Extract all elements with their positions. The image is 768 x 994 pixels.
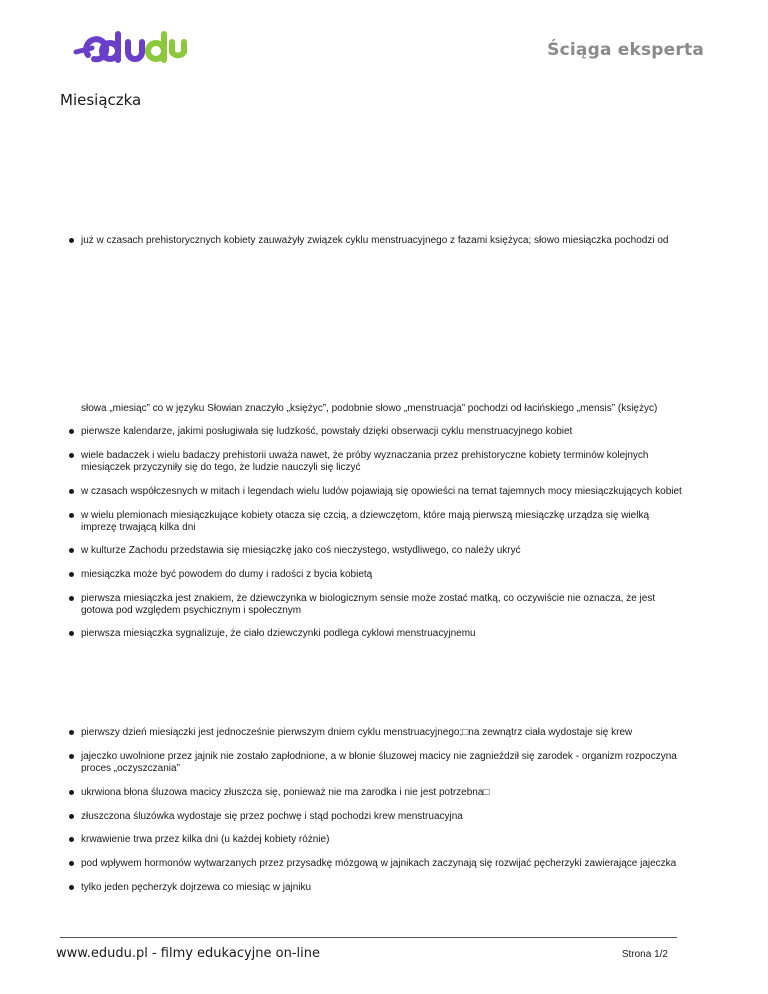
list-item: złuszczona śluzówka wydostaje się przez pochwę i stąd pochodzi krew menstruacyjna [81, 811, 681, 823]
list-item: jajeczko uwolnione przez jajnik nie zostało zapłodnione, a w błonie śluzowej macicy nie zagnieździł się zarodek - organizm rozpoczyna proces „oczyszczania” [81, 751, 706, 775]
list-item: ukrwiona błona śluzowa macicy złuszcza się, ponieważ nie ma zarodka i nie jest potrzebna□ [81, 787, 681, 799]
list-item: pierwsza miesiączka jest znakiem, że dziewczynka w biologicznym sensie może zostać matką, co oczywiście nie oznacza, że jest gotowa pod względem psychicznym i społecznym [81, 593, 671, 617]
tagline: Ściąga eksperta [547, 40, 704, 60]
page-title: Miesiączka [60, 91, 142, 109]
list-item: w kulturze Zachodu przedstawia się miesiączkę jako coś nieczystego, wstydliwego, co należy ukryć [81, 545, 681, 557]
footer-divider [60, 937, 677, 938]
edudu-logo-image [72, 26, 188, 70]
list-item: krwawienie trwa przez kilka dni (u każdej kobiety różnie) [81, 834, 681, 846]
footer-site-link[interactable]: www.edudu.pl - filmy edukacyjne on-line [56, 946, 320, 961]
list-item: w wielu plemionach miesiączkujące kobiety otacza się czcią, a dziewczętom, które mają pierwszą miesiączkę urządza się wielką imprezę trwającą kilka dni [81, 510, 656, 534]
list-item: już w czasach prehistorycznych kobiety zauważyły związek cyklu menstruacyjnego z fazami księżyca; słowo miesiączka pochodzi od [81, 235, 721, 247]
list-item: pierwsze kalendarze, jakimi posługiwała się ludzkość, powstały dzięki obserwacji cyklu menstruacyjnego kobiet [81, 426, 681, 438]
edudu-logo[interactable] [72, 26, 188, 70]
list-item: pierwsza miesiączka sygnalizuje, że ciało dziewczynki podlega cyklowi menstruacyjnemu [81, 628, 681, 640]
page-number: Strona 1/2 [621, 949, 668, 960]
list-item: pierwszy dzień miesiączki jest jednocześnie pierwszym dniem cyklu menstruacyjnego;□na zewnątrz ciała wydostaje się krew [81, 727, 701, 739]
list-item-continuation: słowa „miesiąc” co w języku Słowian znaczyło „księżyc”, podobnie słowo „menstruacja” pochodzi od łacińskiego „mensis” (księżyc) [81, 403, 658, 414]
list-item: pod wpływem hormonów wytwarzanych przez przysadkę mózgową w jajnikach zaczynają się rozwijać pęcherzyki zawierające jajeczka [81, 858, 691, 870]
list-item: miesiączka może być powodem do dumy i radości z bycia kobietą [81, 569, 681, 581]
list-item: w czasach współczesnych w mitach i legendach wielu ludów pojawiają się opowieści na temat tajemnych mocy miesiączkujących kobiet [81, 486, 691, 498]
list-item: tylko jeden pęcherzyk dojrzewa co miesiąc w jajniku [81, 882, 681, 894]
list-item: wiele badaczek i wielu badaczy prehistorii uważa nawet, że próby wyznaczania przez prehistoryczne kobiety terminów kolejnych miesiączek przyczyniły się do tego, że ludzie nauczyli się liczyć [81, 450, 656, 474]
